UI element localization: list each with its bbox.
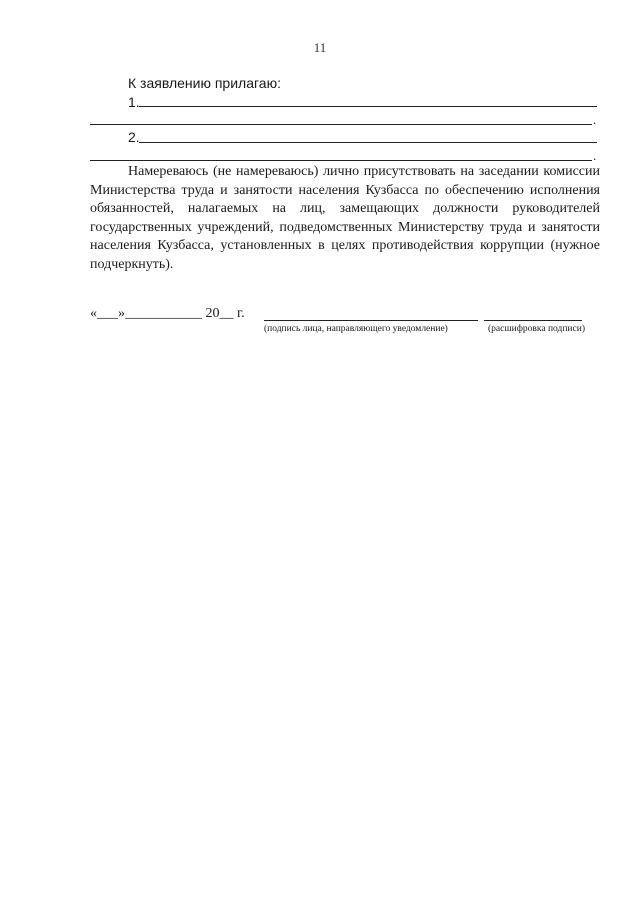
date-close-quote: » bbox=[118, 306, 125, 321]
date-month-blank[interactable]: ___________ bbox=[125, 306, 202, 321]
signature-decoding-line[interactable] bbox=[484, 320, 582, 321]
attachment-item-2-period: . bbox=[593, 148, 597, 163]
date-day-blank[interactable]: ___ bbox=[97, 306, 118, 321]
attachments-heading: К заявлению прилагаю: bbox=[128, 75, 281, 91]
decoding-caption: (расшифровка подписи) bbox=[488, 324, 585, 334]
attachment-item-2-number: 2. bbox=[128, 129, 140, 145]
date-signature-line bbox=[90, 306, 245, 322]
page-number: 11 bbox=[313, 40, 327, 55]
year-prefix: 20 bbox=[205, 306, 220, 321]
year-suffix: г. bbox=[237, 306, 245, 321]
signature-caption: (подпись лица, направляющего уведомление) bbox=[264, 324, 448, 334]
attachment-item-1-period: . bbox=[593, 112, 597, 127]
attachment-item-1-line-1[interactable] bbox=[139, 106, 597, 107]
date-open-quote: « bbox=[90, 306, 97, 321]
attachment-item-2-line-2[interactable] bbox=[90, 160, 592, 161]
attachment-item-1-line-2[interactable] bbox=[90, 124, 592, 125]
year-blank[interactable]: __ bbox=[219, 306, 234, 321]
attachment-item-2-line-1[interactable] bbox=[139, 142, 597, 143]
attachment-item-1-number: 1. bbox=[128, 94, 140, 110]
signature-line[interactable] bbox=[264, 320, 478, 321]
statement-paragraph: Намереваюсь (не намереваюсь) лично присутствовать на заседании комиссии Министерства труда и занятости населения Кузбасса по обеспечению исполнения обязанностей, налагаемых на лиц, замещающих должности руководителей государственных учреждений, подведомственных Министерству труда и занятости населения Кузбасса, установленных в целях противодействия коррупции (нужное подчеркнуть). bbox=[90, 164, 600, 272]
